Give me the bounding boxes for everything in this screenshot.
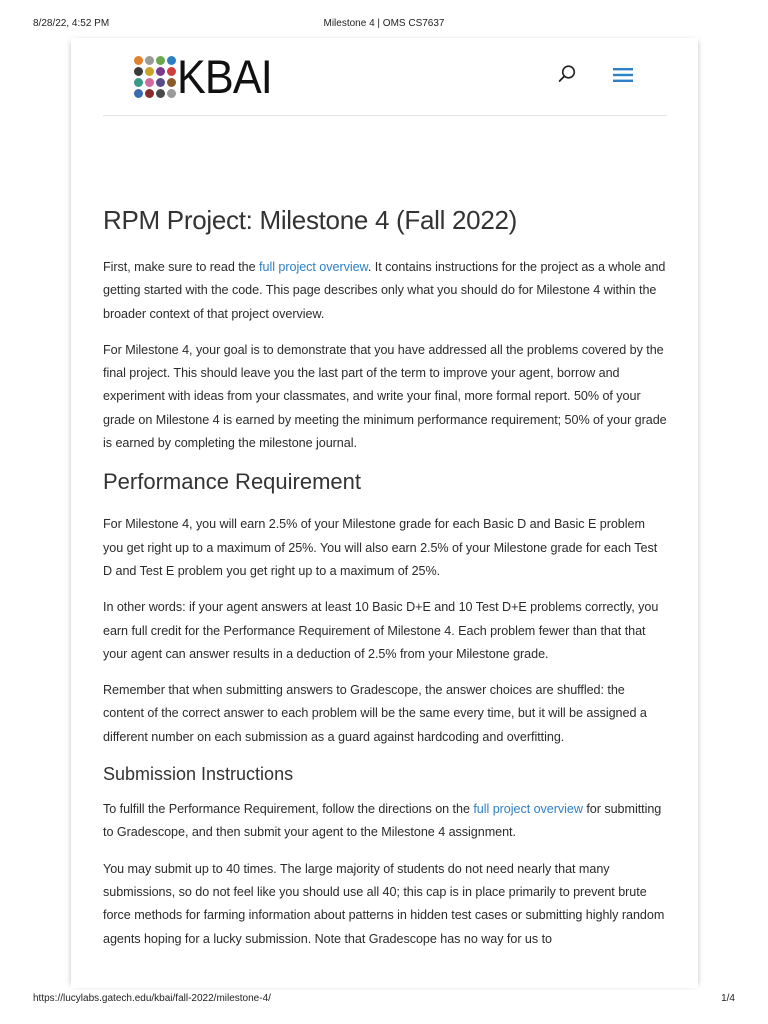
print-page-title: Milestone 4 | OMS CS7637 [323,18,445,29]
logo-dot [134,78,143,87]
logo-dot [156,67,165,76]
logo-dot [167,78,176,87]
article-content [103,203,667,964]
goal-paragraph: For Milestone 4, your goal is to demonstrate that you have addressed all the problems covered by the final project. This should leave you the last part of the term to improve your agent, borrow and experiment with ideas from your classmates, and write your final, more formal report. 50% of your grade on Milestone 4 is earned by meeting the minimum performance requirement; 50% of your grade is earned by completing the milestone journal. [103,342,667,451]
logo-dot [145,89,154,98]
logo-dot [134,89,143,98]
print-footer [0,993,768,1007]
performance-requirement-heading: Performance Requirement [103,469,362,495]
search-icon[interactable] [557,64,577,84]
logo-dot [167,89,176,98]
logo-dot [145,78,154,87]
site-header [103,38,667,116]
submission-instructions-heading: Submission Instructions [103,764,294,785]
gradescope-shuffle-paragraph: Remember that when submitting answers to Gradescope, the answer choices are shuffled: the content of the correct answer to each problem will be the same every time, but it will be assigned a different number on each submission as a guard against hardcoding and overfitting. [103,683,647,744]
full-project-overview-link[interactable]: full project overview [259,260,368,274]
logo-dot [145,56,154,65]
logo-dot [156,56,165,65]
submission-paragraph [103,798,667,845]
logo-dot [167,56,176,65]
submission-text-after: for submitting to Gradescope, and then submit your agent to the Milestone 4 assignment. [103,802,662,840]
logo-dot [156,78,165,87]
web-page [71,38,698,988]
submission-text-before: To fulfill the Performance Requirement, follow the directions on the [103,802,474,817]
logo-text: KBAI [177,50,272,103]
print-header [0,18,768,32]
logo-dot [145,67,154,76]
logo-dot [156,89,165,98]
logo-dot [134,56,143,65]
submission-limit-paragraph: You may submit up to 40 times. The large majority of students do not need nearly that many submissions, so do not feel like you should use all 40; this cap is in place primarily to prevent brute force methods for farming information about patterns in hidden test cases or submitting highly random agents hoping for a lucky submission. Note that Gradescope has no way for us to [103,861,665,946]
print-url: https://lucylabs.gatech.edu/kbai/fall-2022/milestone-4/ [33,993,271,1004]
hamburger-menu-icon[interactable] [611,65,635,85]
print-page-number: 1/4 [721,993,735,1004]
logo-dots-icon [133,55,176,98]
intro-text-before: First, make sure to read the [103,260,260,274]
other-words-paragraph: In other words: if your agent answers at least 10 Basic D+E and 10 Test D+E problems correctly, you earn full credit for the Performance Requirement of Milestone 4. Each problem fewer than that that your agent can answer results in a deduction of 2.5% from your Milestone grade. [103,600,659,661]
grading-paragraph: For Milestone 4, you will earn 2.5% of your Milestone grade for each Basic D and Basic E problem you get right up to a maximum of 25%. You will also earn 2.5% of your Milestone grade for each Test D and Test E problem you get right up to a maximum of 25%. [103,517,658,578]
full-project-overview-link-2[interactable]: full project overview [473,802,583,817]
site-logo[interactable] [133,50,280,103]
logo-dot [167,67,176,76]
page-title: RPM Project: Milestone 4 (Fall 2022) [103,205,518,235]
intro-paragraph [103,256,667,326]
logo-dot [134,67,143,76]
intro-text-after: . It contains instructions for the project as a whole and getting started with the code. This page describes only what you should do for Milestone 4 within the broader context of that project overview. [103,260,666,321]
print-date: 8/28/22, 4:52 PM [33,18,110,29]
